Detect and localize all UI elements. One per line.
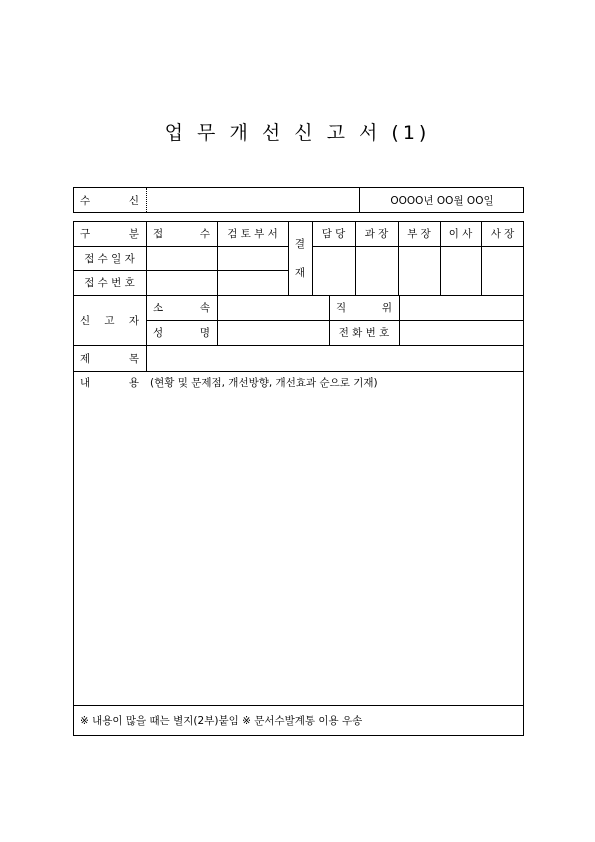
position-label: 직 위 [336, 302, 392, 314]
signature-box-dept-head[interactable] [399, 247, 440, 295]
phone-field[interactable] [400, 321, 524, 345]
signature-box-section-chief[interactable] [356, 247, 398, 295]
signature-box-staff[interactable] [313, 247, 355, 295]
signature-box-ceo[interactable] [482, 247, 524, 295]
review-dept-date-field[interactable] [218, 247, 288, 270]
receipt-date-field[interactable] [147, 247, 217, 270]
name-field[interactable] [218, 321, 329, 345]
approver-director: 이 사 [448, 228, 473, 240]
approver-staff: 담 당 [321, 228, 346, 240]
department-label: 소 속 [153, 302, 210, 314]
receipt-number-field[interactable] [147, 271, 217, 295]
page-title: 업 무 개 선 신 고 서 (1) [164, 122, 431, 144]
approver-section-chief: 과 장 [364, 228, 389, 240]
reporter-label: 신 고 자 [80, 314, 139, 327]
content-hint: (현황 및 문제점, 개선방향, 개선효과 순으로 기재) [150, 376, 378, 389]
position-field[interactable] [400, 296, 524, 320]
category-label: 구 분 [80, 228, 139, 240]
department-field[interactable] [218, 296, 329, 320]
recipient-field[interactable] [147, 188, 359, 212]
content-label: 내 용 [80, 376, 139, 389]
receipt-number-label: 접 수 번 호 [84, 277, 135, 289]
review-dept-number-field[interactable] [218, 271, 288, 295]
approver-ceo: 사 장 [490, 228, 515, 240]
approval-label: 결 재 [294, 238, 306, 279]
recipient-label: 수 신 [80, 194, 139, 207]
subject-field[interactable] [147, 346, 524, 371]
content-field[interactable] [74, 393, 523, 704]
subject-label: 제 목 [80, 352, 139, 365]
phone-label: 전 화 번 호 [338, 327, 390, 339]
footer-note: ※ 내용이 많을 때는 별지(2부)붙임 ※ 문서수발계통 이용 우송 [80, 715, 363, 727]
report-date[interactable]: OOOO년 OO월 OO일 [390, 194, 494, 207]
approver-dept-head: 부 장 [407, 228, 431, 240]
receipt-date-label: 접 수 일 자 [84, 252, 135, 265]
review-dept-label: 검 토 부 서 [227, 228, 278, 240]
receipt-label: 접 수 [153, 228, 210, 240]
name-label: 성 명 [153, 327, 210, 339]
signature-box-director[interactable] [441, 247, 481, 295]
